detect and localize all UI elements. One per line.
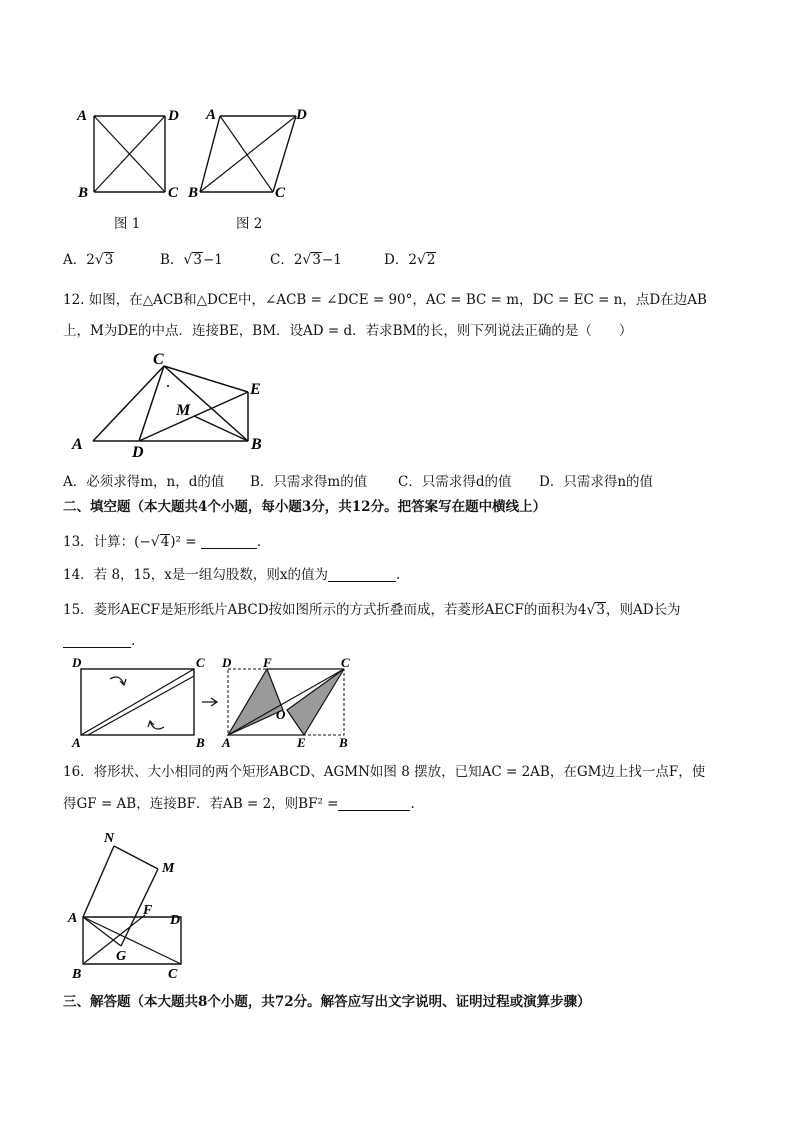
q15-answer-blank[interactable]	[63, 633, 131, 648]
fig2-label-b: B	[188, 185, 199, 201]
q16-label-m: M	[162, 861, 175, 876]
q15-right-label-f: F	[263, 655, 272, 670]
q12-option-a: A．必须求得m，n，d的值	[63, 474, 225, 490]
q14-answer-blank[interactable]	[328, 567, 396, 582]
fig2-label-d: D	[296, 107, 307, 123]
q16-answer-blank[interactable]	[338, 796, 410, 811]
fig1-label-d: D	[168, 108, 179, 124]
q15-right-label-a: A	[222, 735, 231, 750]
q16-figure	[66, 828, 196, 983]
figure-1	[70, 100, 190, 205]
q16-label-d: D	[170, 913, 181, 928]
q15-left-label-b: B	[196, 735, 205, 750]
q16-label-n: N	[104, 831, 115, 846]
q16-stem-line2: 得GF = AB，连接BF．若AB = 2，则BF² = .	[63, 796, 415, 812]
section-3-heading: 三、解答题（本大题共8个小题，共72分。解答应写出文字说明、证明过程或演算步骤）	[63, 994, 591, 1010]
fig1-label-a: A	[77, 108, 88, 124]
fig1-label-b: B	[78, 185, 89, 201]
q12-option-d: D．只需求得n的值	[539, 474, 654, 490]
q16-label-f: F	[143, 903, 153, 918]
q15-right-label-d: D	[222, 655, 232, 670]
q15-right-label-o: O	[276, 707, 286, 722]
q16-label-c: C	[168, 967, 178, 982]
q12-stem-line1: 12. 如图，在△ACB和△DCE中，∠ACB = ∠DCE = 90°，AC = BC = m，DC = EC = n，点D在边AB	[63, 292, 707, 308]
q15-stem-line1: 15．菱形AECF是矩形纸片ABCD按如图所示的方式折叠而成，若菱形AECF的面积为4√3，则AD长为	[63, 602, 681, 618]
q15-right-label-c: C	[341, 655, 350, 670]
q11-option-c: C．2√3−1	[270, 252, 342, 268]
q12-label-c: C	[153, 351, 164, 368]
figure-2-caption: 图 2	[236, 216, 263, 232]
q12-stem-line2: 上，M为DE的中点．连接BE，BM．设AD = d．若求BM的长，则下列说法正确的是（ ）	[63, 323, 633, 339]
q12-label-a: A	[72, 436, 83, 453]
section-2-heading: 二、填空题（本大题共4个小题，每小题3分，共12分。把答案写在题中横线上）	[63, 499, 547, 515]
q15-right-label-e: E	[297, 735, 306, 750]
q16-label-b: B	[72, 967, 82, 982]
q11-option-b: B．√3−1	[160, 252, 223, 268]
q13-stem: 13．计算：(−√4)² = .	[63, 534, 262, 550]
figure-2	[190, 100, 320, 205]
q15-figure	[66, 655, 366, 755]
figure-1-caption: 图 1	[114, 216, 141, 232]
q14-stem: 14．若 8，15，x是一组勾股数，则x的值为 .	[63, 567, 401, 583]
q13-answer-blank[interactable]	[201, 534, 257, 549]
q15-left-label-a: A	[72, 735, 81, 750]
q12-label-e: E	[250, 381, 261, 398]
fig2-label-a: A	[206, 107, 217, 123]
q16-stem-line1: 16．将形状、大小相同的两个矩形ABCD、AGMN如图 8 摆放，已知AC = 2AB，在GM边上找一点F，使	[63, 764, 706, 780]
q15-stem-line2: .	[63, 632, 135, 650]
q16-label-a: A	[68, 911, 78, 926]
q11-option-a: A．2√3	[63, 252, 114, 268]
q12-option-c: C．只需求得d的值	[398, 474, 512, 490]
q15-right-label-b: B	[339, 735, 348, 750]
q16-label-g: G	[116, 949, 127, 964]
fig2-label-c: C	[275, 185, 286, 201]
q12-figure	[66, 350, 276, 461]
q12-label-m: M	[176, 402, 191, 419]
q15-left-label-c: C	[196, 655, 205, 670]
q15-left-label-d: D	[72, 655, 82, 670]
q12-label-d: D	[132, 444, 144, 461]
fig1-label-c: C	[168, 185, 179, 201]
q12-label-b: B	[251, 436, 262, 453]
q12-option-b: B．只需求得m的值	[250, 474, 368, 490]
q11-option-d: D．2√2	[384, 252, 436, 268]
